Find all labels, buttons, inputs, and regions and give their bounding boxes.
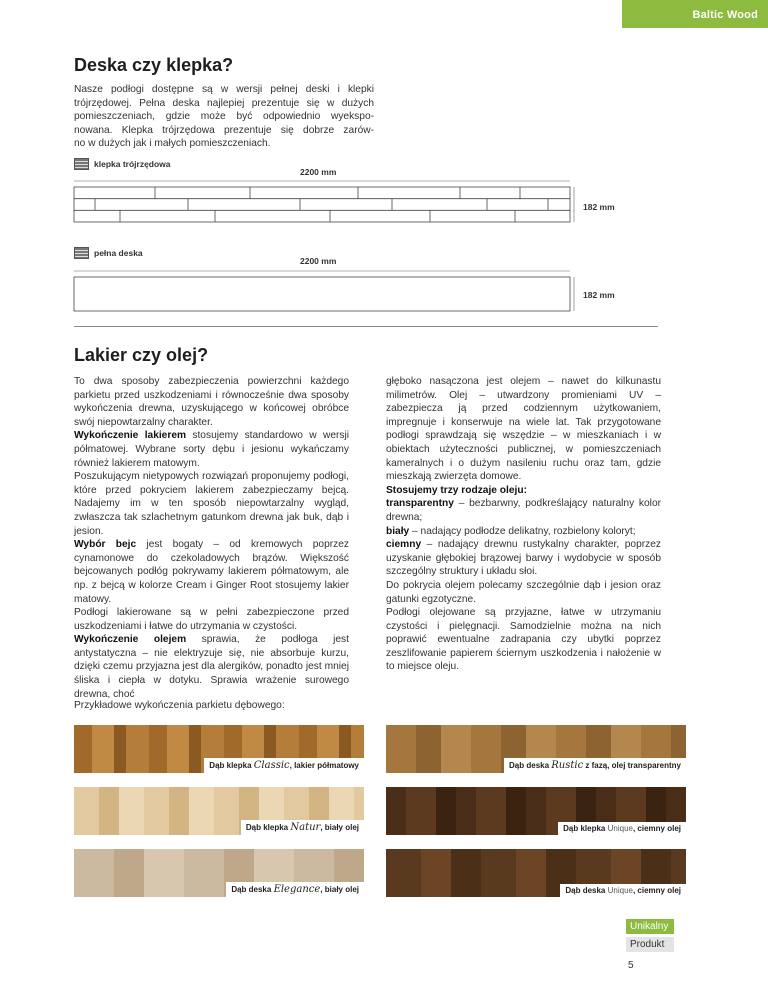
divider	[74, 326, 658, 327]
paragraph-lead: transparentny	[386, 498, 454, 510]
text-column-right	[386, 375, 661, 674]
paragraph-lead: ciemny	[386, 539, 422, 551]
intro-line: Nasze podłogi dostępne są w wersji pełnej deski i klepki	[74, 84, 374, 95]
paragraph-text: stosujemy standardowo w wersji półmatowej. Wybrane sorty dębu i jesionu wykańczamy również lakierem matowym.	[74, 430, 349, 469]
paragraph	[74, 606, 349, 633]
paragraph-text: – nadający drewnu rustykalny charakter, poprzez uzyskanie głębokiej brązowej barwy i wydobycie w sposób szczególny struktury i układu słoi.	[386, 539, 661, 578]
klepka-label: klepka trójrzędowa	[94, 159, 171, 169]
paragraph-text: sprawia, że podłoga jest antystatyczna – nie elektryzuje się, nie absorbuje kurzu, dzięki czemu przyjazna jest dla alergików, ponadto jest mniej śliska i ciepła w dotyku. Sprawia wrażenie surowego drewna, choć	[74, 634, 349, 700]
paragraph-text: Poszukującym nietypowych rozwiązań proponujemy podłogi, które przed pokryciem lakierem zabezpieczamy bejcą. Nadajemy im w ten sposób niepowtarzalny wygląd, zwłaszcza tak szlachetnym gatunkom drewna jak buk, dąb i jesion.	[74, 471, 349, 537]
pelna-drawing	[74, 277, 570, 311]
paragraph	[386, 606, 661, 674]
paragraph	[74, 375, 349, 429]
paragraph-lead: Stosujemy trzy rodzaje oleju:	[386, 484, 527, 496]
paragraph-lead: Wykończenie lakierem	[74, 430, 187, 442]
swatch-unique-deska	[386, 849, 686, 897]
intro-line: no w dużych jak i małych pomieszczeniach.	[74, 138, 271, 150]
pelna-length: 2200 mm	[300, 256, 337, 266]
swatch-caption: Dąb klepka Unique, ciemny olej	[558, 822, 686, 835]
section-title-lakier: Lakier czy olej?	[74, 345, 209, 365]
paragraph-text: – nadający podłodze delikatny, rozbielony koloryt;	[409, 525, 636, 537]
klepka-length: 2200 mm	[300, 167, 337, 177]
paragraph	[74, 470, 349, 538]
paragraph-text: Podłogi lakierowane są w pełni zabezpieczone przed uszkodzeniami i łatwe do utrzymania w czystości.	[74, 607, 349, 632]
pelna-width: 182 mm	[583, 290, 615, 300]
paragraph-text: Do pokrycia olejem polecamy szczególnie dąb i jesion oraz gatunki egzotyczne.	[386, 579, 661, 605]
klepka-width: 182 mm	[583, 202, 615, 212]
pelna-label: pełna deska	[94, 248, 143, 258]
badge-produkt: Produkt	[626, 937, 674, 952]
paragraph	[74, 538, 349, 606]
paragraph	[386, 579, 661, 606]
swatch-caption: Dąb klepka Classic, lakier półmatowy	[204, 758, 364, 773]
paragraph	[386, 497, 661, 524]
paragraph-text: głęboko nasączona jest olejem – nawet do kilkunastu milimetrów. Olej – utwardzony promieniami UV – zabezpiecza ją przed codziennym użytkowaniem, impregnuje i konserwuje na wiele lat. Tak przygotowane podłogi sprawdzają się wszędzie – w mieszkaniach i w obiektach użyteczności publicznej, w pomieszczeniach kameralnych i o dużym nasileniu ruchu oraz tam, gdzie mieszkają zwierzęta domowe.	[386, 376, 661, 483]
swatch-caption: Dąb deska Unique, ciemny olej	[560, 884, 686, 897]
swatch-elegance	[74, 849, 364, 897]
paragraph-text: Podłogi olejowane są przyjazne, łatwe w utrzymaniu czystości i pielęgnacji. Samodzielnie można na nich poprawić ewentualne zadrapania czy ubytki poprzez zeszlifowanie papierem ściernym uszkodzenia i nałożenie w to miejsce oleju.	[386, 607, 661, 673]
paragraph-text: – bezbarwny, podkreślający naturalny kolor drewna;	[386, 498, 661, 523]
swatch-caption: Dąb deska Elegance, biały olej	[226, 882, 364, 897]
paragraph	[74, 633, 349, 701]
intro-line: nowana. Klepka trójrzędowa prezentuje się dobrze zarów-	[74, 124, 374, 136]
paragraph-lead: biały	[386, 525, 410, 537]
paragraph-text: To dwa sposoby zabezpieczenia powierzchni każdego parkietu przed uszkodzeniami i równocześnie dwa sposoby wykończenia drewna, uzyskującego w końcowej obróbce swój niepowtarzalny charakter.	[74, 376, 349, 428]
badge-unikalny: Unikalny	[626, 919, 674, 934]
paragraph	[386, 375, 661, 484]
intro-line: pomieszczeniach, gdzie może być odpowiednio wyekspo-	[74, 111, 374, 123]
intro-line: trójrzędowej. Pełna deska najlepiej prezentuje się w dużych	[74, 97, 374, 109]
swatch-natur	[74, 787, 364, 835]
swatch-rustic	[386, 725, 686, 773]
paragraph	[386, 484, 661, 498]
examples-title: Przykładowe wykończenia parkietu dębowego:	[74, 700, 285, 711]
swatch-caption: Dąb deska Rustic z fazą, olej transparentny	[504, 758, 686, 773]
swatch-unique-klepka	[386, 787, 686, 835]
paragraph-text: jest bogaty – od kremowych poprzez cynamonowe do czekoladowych brązów. Większość bejcowanych podłóg pokrywamy lakierem półmatowym, ale np. z bejcą w kolorze Cream i Ginger Root stosujemy lakier matowy.	[74, 539, 349, 605]
paragraph	[386, 525, 661, 539]
section-title-deska: Deska czy klepka?	[74, 55, 234, 75]
page-number: 5	[628, 960, 634, 971]
paragraph	[386, 538, 661, 579]
swatch-classic	[74, 725, 364, 773]
text-column-left	[74, 375, 349, 701]
paragraph	[74, 429, 349, 470]
paragraph-lead: Wybór bejc	[74, 539, 137, 551]
paragraph-lead: Wykończenie olejem	[74, 634, 187, 646]
klepka-drawing	[74, 187, 570, 222]
brand-tab: Baltic Wood	[622, 0, 768, 28]
swatch-caption: Dąb klepka Natur, biały olej	[241, 820, 364, 835]
